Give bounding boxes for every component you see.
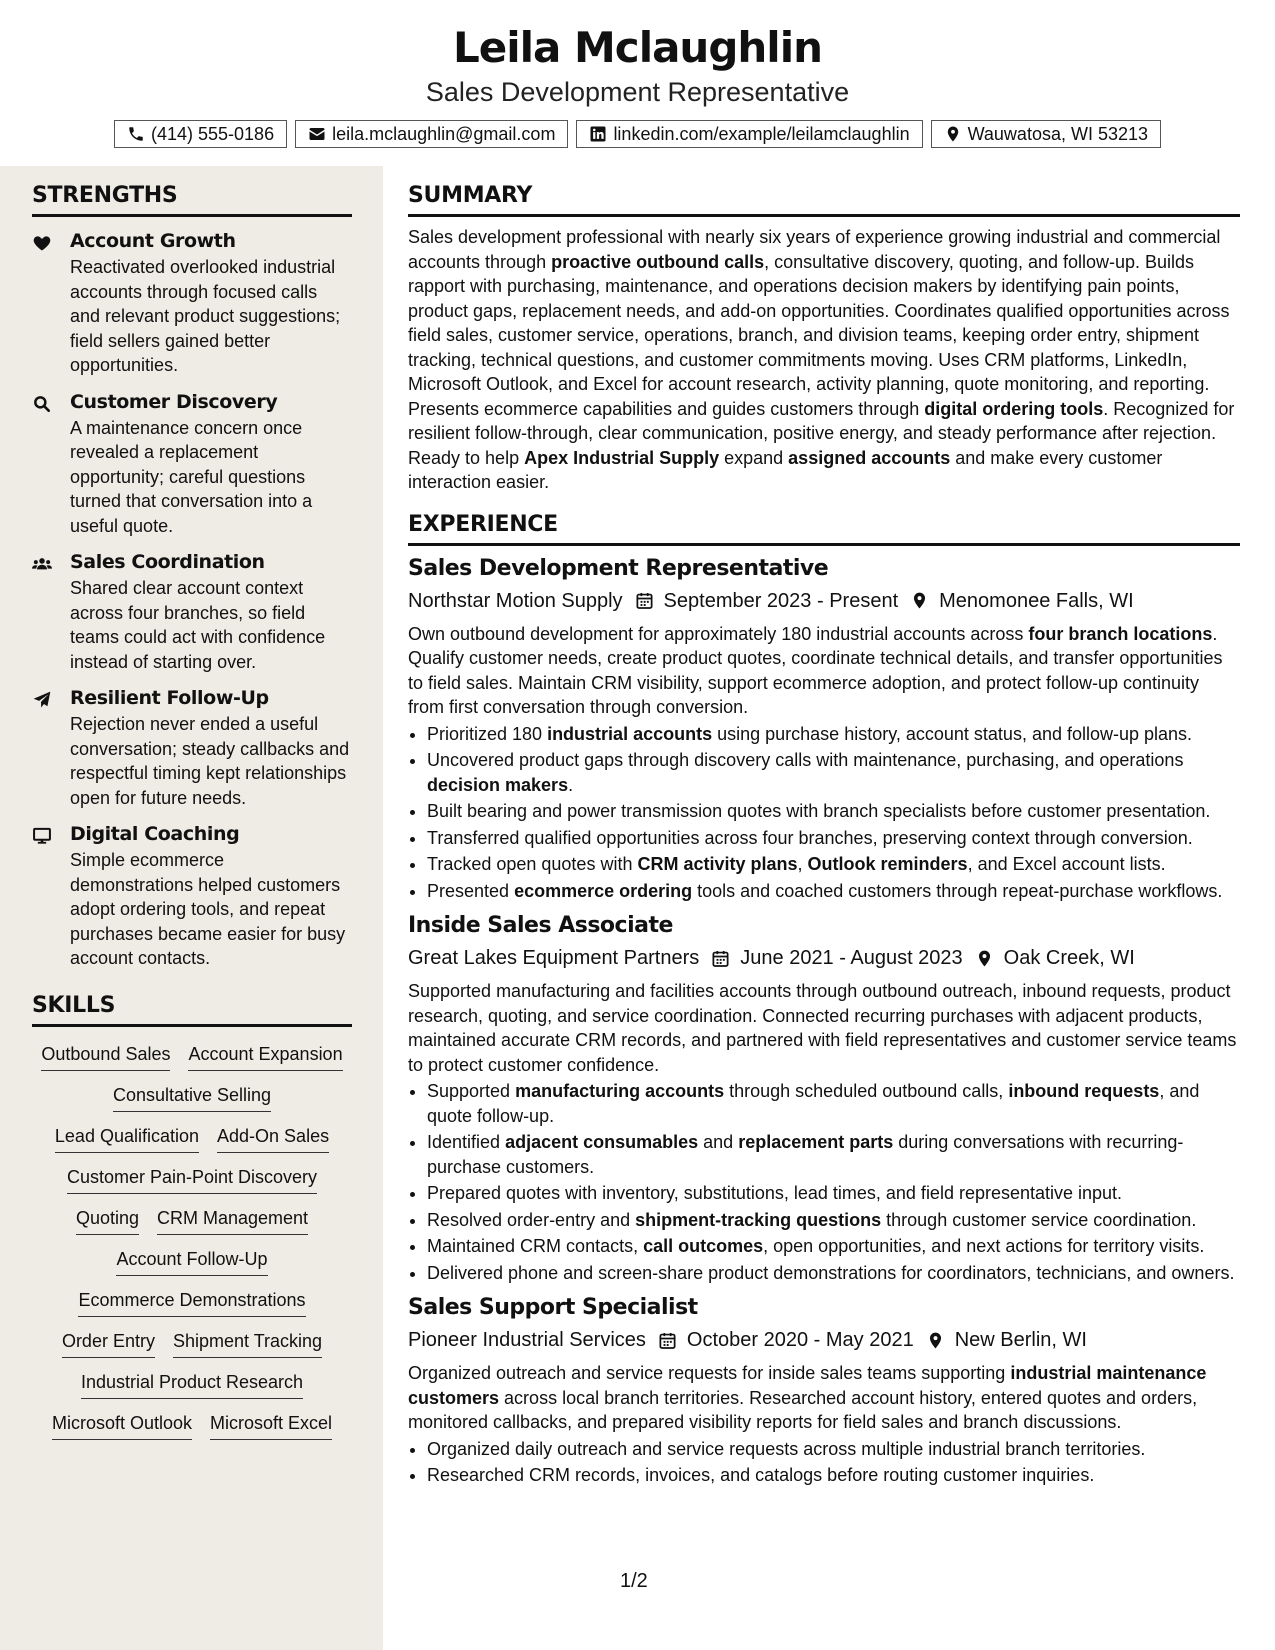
contact-linkedin-text: linkedin.com/example/leilamclaughlin <box>613 123 910 144</box>
strength-desc: Shared clear account context across four branches, so field teams could act with confidence instead of starting over. <box>70 578 326 672</box>
skill-tag: Account Expansion <box>188 1041 342 1071</box>
map-pin-icon <box>910 591 929 610</box>
skill-tag: Microsoft Outlook <box>52 1410 192 1440</box>
job-description: Organized outreach and service requests for inside sales teams supporting industrial maintenance customers across local branch territories. Researched account history, entered quotes and orders, monitored callbacks, and prepared visibility reports for field sales and branch discussions. <box>408 1363 1207 1432</box>
experience-heading: EXPERIENCE <box>408 512 1240 546</box>
strength-item <box>32 686 352 810</box>
job-entry <box>408 1293 1240 1488</box>
calendar-icon <box>635 591 654 610</box>
job-bullet: • Transferred qualified opportunities across four branches, preserving context through conversion. <box>427 826 1240 851</box>
job-bullet: • Maintained CRM contacts, call outcomes, open opportunities, and next actions for territory visits. <box>427 1234 1240 1259</box>
strength-item <box>32 229 352 378</box>
job-meta <box>408 586 1240 616</box>
job-description: Own outbound development for approximately 180 industrial accounts across four branch locations. Qualify customer needs, create product quotes, coordinate technical details, and transfer opportunities to field sales. Maintain CRM visibility, support ecommerce adoption, and protect follow-up continuity from first conversation through conversion. <box>408 623 1223 717</box>
contact-location-text: Wauwatosa, WI 53213 <box>967 123 1149 144</box>
job-entry <box>408 911 1240 1285</box>
skill-tag: Consultative Selling <box>113 1082 271 1112</box>
job-company: Great Lakes Equipment Partners <box>408 947 700 969</box>
strength-title: Digital Coaching <box>70 823 240 845</box>
contact-email-text: leila.mclaughlin@gmail.com <box>332 123 556 144</box>
map-pin-icon <box>926 1331 945 1350</box>
search-icon <box>32 390 70 539</box>
skill-tag: Order Entry <box>62 1328 155 1358</box>
skill-tag: Industrial Product Research <box>81 1369 303 1399</box>
skill-tag: Account Follow-Up <box>116 1246 267 1276</box>
skill-tag: CRM Management <box>157 1205 308 1235</box>
job-dates: June 2021 - August 2023 <box>740 947 963 969</box>
summary-text: Sales development professional with nearly six years of experience growing industrial and commercial accounts through proactive outbound calls, consultative discovery, quoting, and follow-up. Builds rapport with purchasing, maintenance, and operations decision makers by identifying pain points, product gaps, replacement needs, and add-on opportunities. Coordinates qualified opportunities across field sales, customer service, operations, branch, and division teams, keeping order entry, shipment tracking, technical questions, and customer commitments moving. Uses CRM platforms, LinkedIn, Microsoft Outlook, and Excel for account research, activity planning, quote monitoring, and reporting. Presents ecommerce capabilities and guides customers through digital ordering tools. Recognized for resilient follow-through, clear communication, positive energy, and steady performance after rejection. Ready to help Apex Industrial Supply expand assigned accounts and make every customer interaction easier. <box>408 227 1235 492</box>
job-entry <box>408 554 1240 904</box>
sidebar <box>0 166 383 1650</box>
job-bullet: • Prepared quotes with inventory, substitutions, lead times, and field representative input. <box>427 1181 1240 1206</box>
skill-tag: Ecommerce Demonstrations <box>78 1287 305 1317</box>
paper-plane-icon <box>32 686 70 810</box>
job-meta <box>408 1325 1240 1355</box>
skill-tag: Quoting <box>76 1205 139 1235</box>
job-bullet: • Delivered phone and screen-share product demonstrations for coordinators, technicians, and owners. <box>427 1261 1240 1286</box>
job-location: Menomonee Falls, WI <box>939 589 1134 612</box>
strength-item <box>32 550 352 674</box>
candidate-name: Leila Mclaughlin <box>453 23 822 72</box>
strength-title: Sales Coordination <box>70 551 265 573</box>
contact-phone[interactable] <box>114 120 287 148</box>
skill-tag: Lead Qualification <box>55 1123 199 1153</box>
strength-item <box>32 822 352 971</box>
job-bullet: • Supported manufacturing accounts through scheduled outbound calls, inbound requests, and quote follow-up. <box>427 1079 1240 1128</box>
main-content <box>408 166 1240 1490</box>
contact-phone-text: (414) 555-0186 <box>150 123 275 144</box>
job-location: New Berlin, WI <box>954 1329 1087 1351</box>
envelope-icon <box>308 125 326 143</box>
strength-title: Resilient Follow-Up <box>70 687 269 709</box>
job-bullet: • Built bearing and power transmission quotes with branch specialists before customer presentation. <box>427 799 1240 824</box>
page-number: 1/2 <box>620 1570 648 1592</box>
skills-heading: SKILLS <box>32 993 352 1027</box>
job-company: Pioneer Industrial Services <box>408 1329 646 1351</box>
linkedin-icon <box>589 125 607 143</box>
job-location: Oak Creek, WI <box>1003 947 1135 969</box>
calendar-icon <box>711 949 730 968</box>
calendar-icon <box>658 1331 677 1350</box>
strength-desc: Reactivated overlooked industrial accounts through focused calls and relevant product suggestions; field sellers gained better opportunities. <box>70 257 341 375</box>
map-pin-icon <box>975 949 994 968</box>
strength-desc: Rejection never ended a useful conversation; steady callbacks and respectful timing kept relationships open for future needs. <box>70 714 350 808</box>
candidate-title: Sales Development Representative <box>425 77 850 107</box>
skill-tag: Microsoft Excel <box>210 1410 332 1440</box>
contact-email[interactable] <box>295 120 568 148</box>
job-title: Sales Support Specialist <box>408 1295 698 1320</box>
strength-desc: Simple ecommerce demonstrations helped customers adopt ordering tools, and repeat purchases became easier for busy account contacts. <box>70 850 346 968</box>
job-bullets <box>408 722 1240 904</box>
summary-heading: SUMMARY <box>408 183 1240 217</box>
strength-title: Customer Discovery <box>70 390 278 413</box>
skill-tag: Shipment Tracking <box>173 1328 322 1358</box>
skills-list <box>32 1041 352 1440</box>
heart-icon <box>32 229 70 378</box>
resume-header <box>0 0 1275 148</box>
strength-title: Account Growth <box>70 230 236 252</box>
job-bullet: • Identified adjacent consumables and replacement parts during conversations with recurring-purchase customers. <box>427 1130 1240 1179</box>
job-bullet: • Resolved order-entry and shipment-tracking questions through customer service coordination. <box>427 1208 1240 1233</box>
job-dates: October 2020 - May 2021 <box>686 1329 914 1351</box>
job-meta <box>408 943 1240 973</box>
skill-tag: Outbound Sales <box>41 1041 170 1071</box>
phone-icon <box>127 125 145 143</box>
job-bullet: • Prioritized 180 industrial accounts using purchase history, account status, and follow-up plans. <box>427 722 1240 747</box>
job-dates: September 2023 - Present <box>663 589 899 612</box>
strengths-heading: STRENGTHS <box>32 183 352 217</box>
contact-bar <box>0 120 1275 148</box>
job-bullet: • Organized daily outreach and service requests across multiple industrial branch territories. <box>427 1437 1240 1462</box>
job-bullets <box>408 1437 1240 1488</box>
strength-item <box>32 390 352 539</box>
contact-location <box>931 120 1161 148</box>
job-description: Supported manufacturing and facilities accounts through outbound outreach, inbound requests, product research, quoting, and service coordination. Connected recurring purchases with adjacent products, maintained accurate CRM records, and partnered with field representatives and customer service teams to protect customer confidence. <box>408 981 1237 1075</box>
skill-tag: Customer Pain-Point Discovery <box>67 1164 317 1194</box>
job-company: Northstar Motion Supply <box>408 589 623 612</box>
contact-linkedin[interactable] <box>576 120 922 148</box>
strength-desc: A maintenance concern once revealed a replacement opportunity; careful questions turned that conversation into a useful quote. <box>70 417 313 536</box>
users-icon <box>32 550 70 674</box>
job-bullet: • Tracked open quotes with CRM activity plans, Outlook reminders, and Excel account lists. <box>427 852 1240 877</box>
skill-tag: Add-On Sales <box>217 1123 329 1153</box>
job-bullet: • Researched CRM records, invoices, and catalogs before routing customer inquiries. <box>427 1463 1240 1488</box>
map-pin-icon <box>944 125 962 143</box>
job-bullet: • Uncovered product gaps through discovery calls with maintenance, purchasing, and operations decision makers. <box>427 748 1240 797</box>
job-bullet: • Presented ecommerce ordering tools and coached customers through repeat-purchase workflows. <box>427 879 1240 904</box>
monitor-icon <box>32 822 70 971</box>
job-title: Sales Development Representative <box>408 555 829 581</box>
job-bullets <box>408 1079 1240 1285</box>
job-title: Inside Sales Associate <box>408 913 673 938</box>
